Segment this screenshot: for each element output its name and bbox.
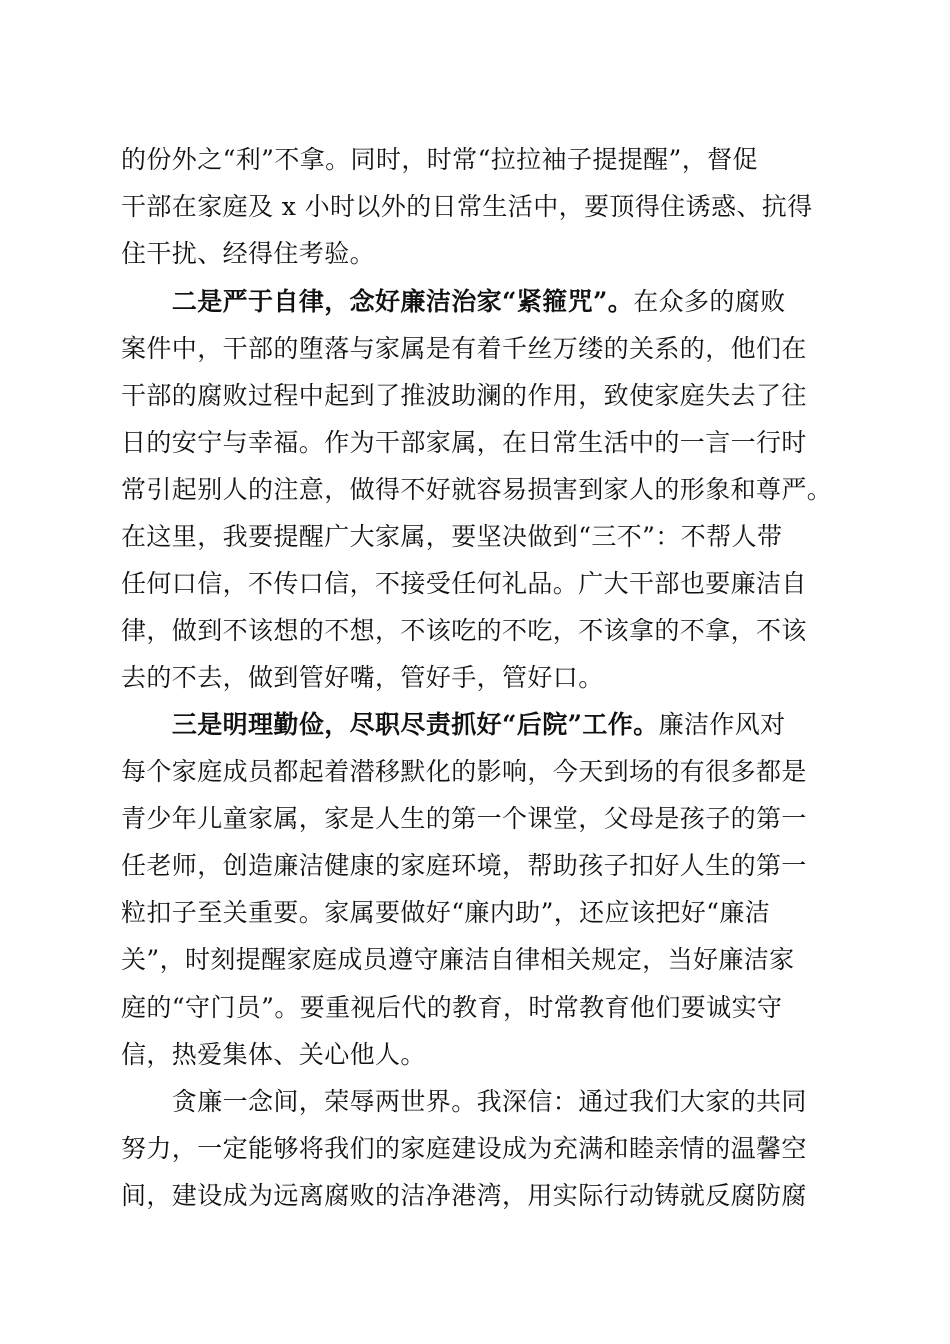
text-line bbox=[121, 145, 758, 175]
text-line bbox=[121, 710, 786, 740]
bold-heading-text: 三是明理勤俭，尽职尽责抓好“后院”工作。 bbox=[171, 710, 659, 739]
text-line bbox=[121, 1087, 807, 1117]
body-text: 任老师，创造廉洁健康的家庭环境，帮助孩子扣好人生的第一 bbox=[121, 851, 807, 880]
text-line bbox=[121, 1040, 426, 1070]
body-text: 信，热爱集体、关心他人。 bbox=[121, 1040, 426, 1069]
text-line bbox=[121, 663, 604, 693]
body-text: 干部的腐败过程中起到了推波助澜的作用，致使家庭失去了往 bbox=[121, 381, 807, 410]
text-line bbox=[121, 239, 375, 269]
body-text bbox=[121, 287, 172, 316]
body-text: 在这里，我要提醒广大家属，要坚决做到“三不”：不帮人带 bbox=[121, 522, 783, 551]
text-line bbox=[121, 757, 807, 787]
body-text: 干部在家庭及 x 小时以外的日常生活中，要顶得住诱惑、抗得 bbox=[121, 192, 813, 221]
body-text: 日的安宁与幸福。作为干部家属，在日常生活中的一言一行时 bbox=[121, 428, 807, 457]
text-line bbox=[121, 475, 832, 505]
body-text: 关”，时刻提醒家庭成员遵守廉洁自律相关规定，当好廉洁家 bbox=[121, 945, 795, 974]
body-text: 任何口信，不传口信，不接受任何礼品。广大干部也要廉洁自 bbox=[121, 569, 807, 598]
body-text: 的份外之“利”不拿。同时，时常“拉拉袖子提提醒”，督促 bbox=[121, 145, 758, 174]
body-text: 粒扣子至关重要。家属要做好“廉内助”，还应该把好“廉洁 bbox=[121, 898, 771, 927]
text-line bbox=[121, 804, 807, 834]
body-text: 廉洁作风对 bbox=[658, 710, 786, 739]
body-text: 庭的“守门员”。要重视后代的教育，时常教育他们要诚实守 bbox=[121, 993, 783, 1022]
text-line bbox=[121, 945, 795, 975]
body-text: 律，做到不该想的不想，不该吃的不吃，不该拿的不拿，不该 bbox=[121, 616, 807, 645]
body-text: 青少年儿童家属，家是人生的第一个课堂，父母是孩子的第一 bbox=[121, 804, 807, 833]
text-line bbox=[121, 522, 782, 552]
body-text: 在众多的腐败 bbox=[633, 287, 786, 316]
text-line bbox=[121, 993, 782, 1023]
body-text: 努力，一定能够将我们的家庭建设成为充满和睦亲情的温馨空 bbox=[121, 1134, 807, 1163]
text-line bbox=[121, 1181, 807, 1211]
bold-heading-text: 二是严于自律，念好廉洁治家“紧箍咒”。 bbox=[171, 287, 634, 316]
text-line bbox=[121, 381, 807, 411]
body-text: 贪廉一念间，荣辱两世界。我深信：通过我们大家的共同 bbox=[121, 1087, 807, 1116]
text-line bbox=[121, 287, 786, 317]
body-text: 每个家庭成员都起着潜移默化的影响，今天到场的有很多都是 bbox=[121, 757, 807, 786]
text-line bbox=[121, 898, 770, 928]
body-text: 住干扰、经得住考验。 bbox=[121, 239, 376, 268]
text-line bbox=[121, 851, 807, 881]
text-line bbox=[121, 1134, 807, 1164]
text-line bbox=[121, 334, 807, 364]
body-text bbox=[121, 710, 172, 739]
text-line bbox=[121, 192, 813, 222]
text-line bbox=[121, 428, 807, 458]
body-text: 间，建设成为远离腐败的洁净港湾，用实际行动铸就反腐防腐 bbox=[121, 1181, 807, 1210]
body-text: 常引起别人的注意，做得不好就容易损害到家人的形象和尊严。 bbox=[121, 475, 833, 504]
body-text: 案件中，干部的堕落与家属是有着千丝万缕的关系的，他们在 bbox=[121, 334, 807, 363]
text-line bbox=[121, 569, 807, 599]
text-line bbox=[121, 616, 807, 646]
body-text: 去的不去，做到管好嘴，管好手，管好口。 bbox=[121, 663, 604, 692]
